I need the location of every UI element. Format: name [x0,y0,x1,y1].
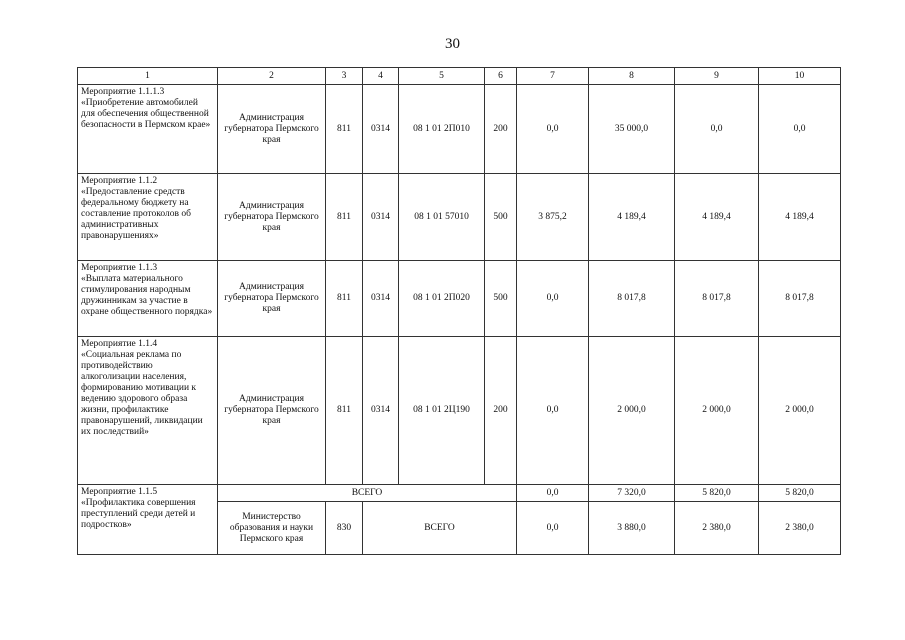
amount-cell: 8 017,8 [589,261,675,337]
activity-cell [78,85,218,174]
section-code-cell: 0314 [363,261,399,337]
header-row [78,68,841,85]
column-header: 5 [399,68,485,85]
amount-cell: 2 000,0 [675,337,759,485]
activity-description: «Предоставление средств федеральному бюджету на составление протоколов об административных правонарушениях» [81,187,191,241]
amount-cell: 0,0 [517,85,589,174]
ministry-code-cell: 811 [326,85,363,174]
target-article-cell: 08 1 01 2П010 [399,85,485,174]
column-header: 1 [78,68,218,85]
amount-cell: 8 017,8 [759,261,841,337]
amount-cell: 8 017,8 [675,261,759,337]
column-header: 4 [363,68,399,85]
table-row [78,261,841,337]
agency-cell: Администрация губернатора Пермского края [218,85,326,174]
agency-cell: Администрация губернатора Пермского края [218,174,326,261]
activity-cell [78,485,218,555]
expense-type-cell: 500 [485,174,517,261]
table-row-total [78,485,841,502]
column-header: 3 [326,68,363,85]
expense-type-cell: 200 [485,85,517,174]
column-header: 8 [589,68,675,85]
column-header: 10 [759,68,841,85]
column-header: 6 [485,68,517,85]
section-code-cell: 0314 [363,337,399,485]
column-header: 7 [517,68,589,85]
amount-cell: 3 880,0 [589,502,675,555]
amount-cell: 0,0 [517,261,589,337]
expense-type-cell: 200 [485,337,517,485]
activity-description: «Социальная реклама по противодействию алкоголизации населения, формированию мотивации к ведению здорового образа жизни, профилактике правонарушений, ликвидации их последствий» [81,350,203,437]
agency-cell: Министерство образования и науки Пермского края [218,502,326,555]
amount-cell: 0,0 [517,485,589,502]
amount-cell: 5 820,0 [675,485,759,502]
amount-cell: 2 000,0 [589,337,675,485]
amount-cell: 4 189,4 [589,174,675,261]
table-row [78,85,841,174]
agency-cell: Администрация губернатора Пермского края [218,261,326,337]
amount-cell: 3 875,2 [517,174,589,261]
activity-title: Мероприятие 1.1.4 [81,339,158,349]
activity-cell [78,174,218,261]
activity-description: «Приобретение автомобилей для обеспечения общественной безопасности в Пермском крае» [81,98,211,130]
amount-cell: 2 380,0 [759,502,841,555]
target-article-cell: 08 1 01 2Ц190 [399,337,485,485]
expense-type-cell: 500 [485,261,517,337]
activity-description: «Профилактика совершения преступлений среди детей и подростков» [81,498,196,530]
section-code-cell: 0314 [363,174,399,261]
column-header: 9 [675,68,759,85]
ministry-code-cell: 811 [326,337,363,485]
amount-cell: 7 320,0 [589,485,675,502]
amount-cell: 0,0 [759,85,841,174]
amount-cell: 2 000,0 [759,337,841,485]
activity-cell [78,261,218,337]
amount-cell: 4 189,4 [759,174,841,261]
page-number: 30 [445,36,460,52]
ministry-code-cell: 811 [326,261,363,337]
amount-cell: 5 820,0 [759,485,841,502]
amount-cell: 35 000,0 [589,85,675,174]
amount-cell: 0,0 [675,85,759,174]
total-label-cell: ВСЕГО [218,485,517,502]
activity-title: Мероприятие 1.1.1.3 [81,87,165,97]
activity-title: Мероприятие 1.1.5 [81,487,158,497]
table-row [78,174,841,261]
target-article-cell: 08 1 01 57010 [399,174,485,261]
amount-cell: 0,0 [517,502,589,555]
activity-cell [78,337,218,485]
budget-table [77,67,841,555]
ministry-code-cell: 830 [326,502,363,555]
activity-title: Мероприятие 1.1.3 [81,263,158,273]
amount-cell: 0,0 [517,337,589,485]
target-article-cell: 08 1 01 2П020 [399,261,485,337]
section-code-cell: 0314 [363,85,399,174]
amount-cell: 2 380,0 [675,502,759,555]
activity-title: Мероприятие 1.1.2 [81,176,158,186]
activity-description: «Выплата материального стимулирования народным дружинникам за участие в охране общественного порядка» [81,274,213,317]
column-header: 2 [218,68,326,85]
table-row [78,337,841,485]
subtotal-label-cell: ВСЕГО [363,502,517,555]
amount-cell: 4 189,4 [675,174,759,261]
agency-cell: Администрация губернатора Пермского края [218,337,326,485]
ministry-code-cell: 811 [326,174,363,261]
